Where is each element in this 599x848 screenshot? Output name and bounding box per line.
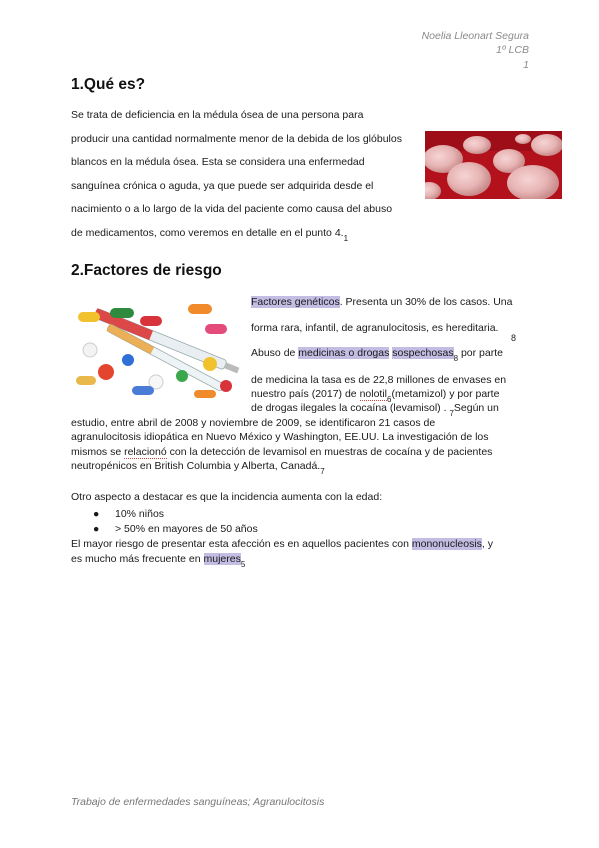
highlighted-text: sospechosas <box>392 347 454 359</box>
misspelled-word: nolotil <box>359 388 388 400</box>
text-line <box>251 347 503 365</box>
header-author: Noelia Lleonart Segura <box>421 30 529 42</box>
text-span: , y <box>481 538 494 550</box>
text-span: con la detección de levamisol en muestras de cocaína y de pacientes <box>166 446 493 458</box>
text-line <box>71 538 493 551</box>
section-1-paragraph <box>71 104 416 250</box>
list-item <box>93 523 258 536</box>
bullet-icon: ● <box>93 508 100 520</box>
section-2-title: 2.Factores de riesgo <box>71 262 222 279</box>
paragraph-line: nacimiento o a lo largo de la vida del paciente como causa del abuso <box>71 203 393 215</box>
footnote-ref: 8 <box>453 354 459 363</box>
page-footer: Trabajo de enfermedades sanguíneas; Agranulocitosis <box>71 796 325 808</box>
text-line: forma rara, infantil, de agranulocitosis, es hereditaria. <box>251 322 499 334</box>
list-item-text: > 50% en mayores de 50 años <box>115 523 258 535</box>
bullet-icon: ● <box>93 523 100 535</box>
list-item <box>93 508 164 521</box>
text-span: (metamizol) y por parte <box>391 388 500 400</box>
text-span: mismos se <box>71 446 125 458</box>
text-line: estudio, entre abril de 2008 y noviembre de 2009, se identificaron 21 casos de <box>71 417 436 429</box>
paragraph-line: Se trata de deficiencia en la médula ósea de una persona para <box>71 109 364 121</box>
text-span: . Presenta un 30% de los casos. Una <box>339 296 513 308</box>
text-line: de medicina la tasa es de 22,8 millones de envases en <box>251 374 507 386</box>
highlighted-text: medicinas o drogas <box>298 347 390 359</box>
text-span: nuestro país (2017) de <box>251 388 360 400</box>
header-course: 1º LCB <box>495 44 529 56</box>
text-line: Otro aspecto a destacar es que la incidencia aumenta con la edad: <box>71 491 383 503</box>
highlighted-text: Factores genéticos <box>251 296 340 308</box>
footnote-ref: 1 <box>343 233 349 243</box>
text-line <box>71 460 325 478</box>
highlighted-text: mujeres <box>203 553 241 565</box>
paragraph-line-text: de medicamentos, como veremos en detalle en el punto 4. <box>71 226 344 239</box>
text-line <box>251 296 513 309</box>
paragraph-line: sanguínea crónica o aguda, ya que puede ser adquirida desde el <box>71 179 374 192</box>
pills-and-syringes-image <box>70 290 242 400</box>
text-line <box>71 553 245 571</box>
footnote-ref: 5 <box>240 560 246 569</box>
list-item-text: 10% niños <box>115 508 165 520</box>
paragraph-line: producir una cantidad normalmente menor de la debida de los glóbulos <box>71 132 402 145</box>
text-line: agranulocitosis idiopática en Nuevo México y Washington, EE.UU. La investigación de los <box>71 431 489 443</box>
text-span: Abuso de <box>251 347 299 359</box>
text-span: neutropénicos en British Columbia y Alberta, Canadá. <box>71 460 321 472</box>
text-span: El mayor riesgo de presentar esta afección es en aquellos pacientes con <box>71 538 412 550</box>
paragraph-line: blancos en la médula ósea. Esta se considera una enfermedad <box>71 156 365 168</box>
text-line <box>71 446 492 459</box>
footnote-ref: 6 <box>387 395 392 404</box>
footnote-ref: 7 <box>320 467 325 476</box>
text-span: es mucho más frecuente en <box>71 553 204 565</box>
paragraph-line <box>71 222 416 251</box>
header-page-number: 1 <box>523 59 529 71</box>
text-span: de drogas ilegales la cocaína (levamisol) . <box>251 402 450 414</box>
section-1-title: 1.Qué es? <box>71 76 146 93</box>
text-span: por parte <box>458 347 503 359</box>
footnote-ref: 7 <box>449 409 454 418</box>
footnote-ref: 8 <box>511 333 517 343</box>
text-span: Según un <box>453 402 499 414</box>
highlighted-text: mononucleosis <box>411 538 482 550</box>
blood-cells-image <box>425 131 562 199</box>
misspelled-word: relacionó <box>124 446 167 458</box>
